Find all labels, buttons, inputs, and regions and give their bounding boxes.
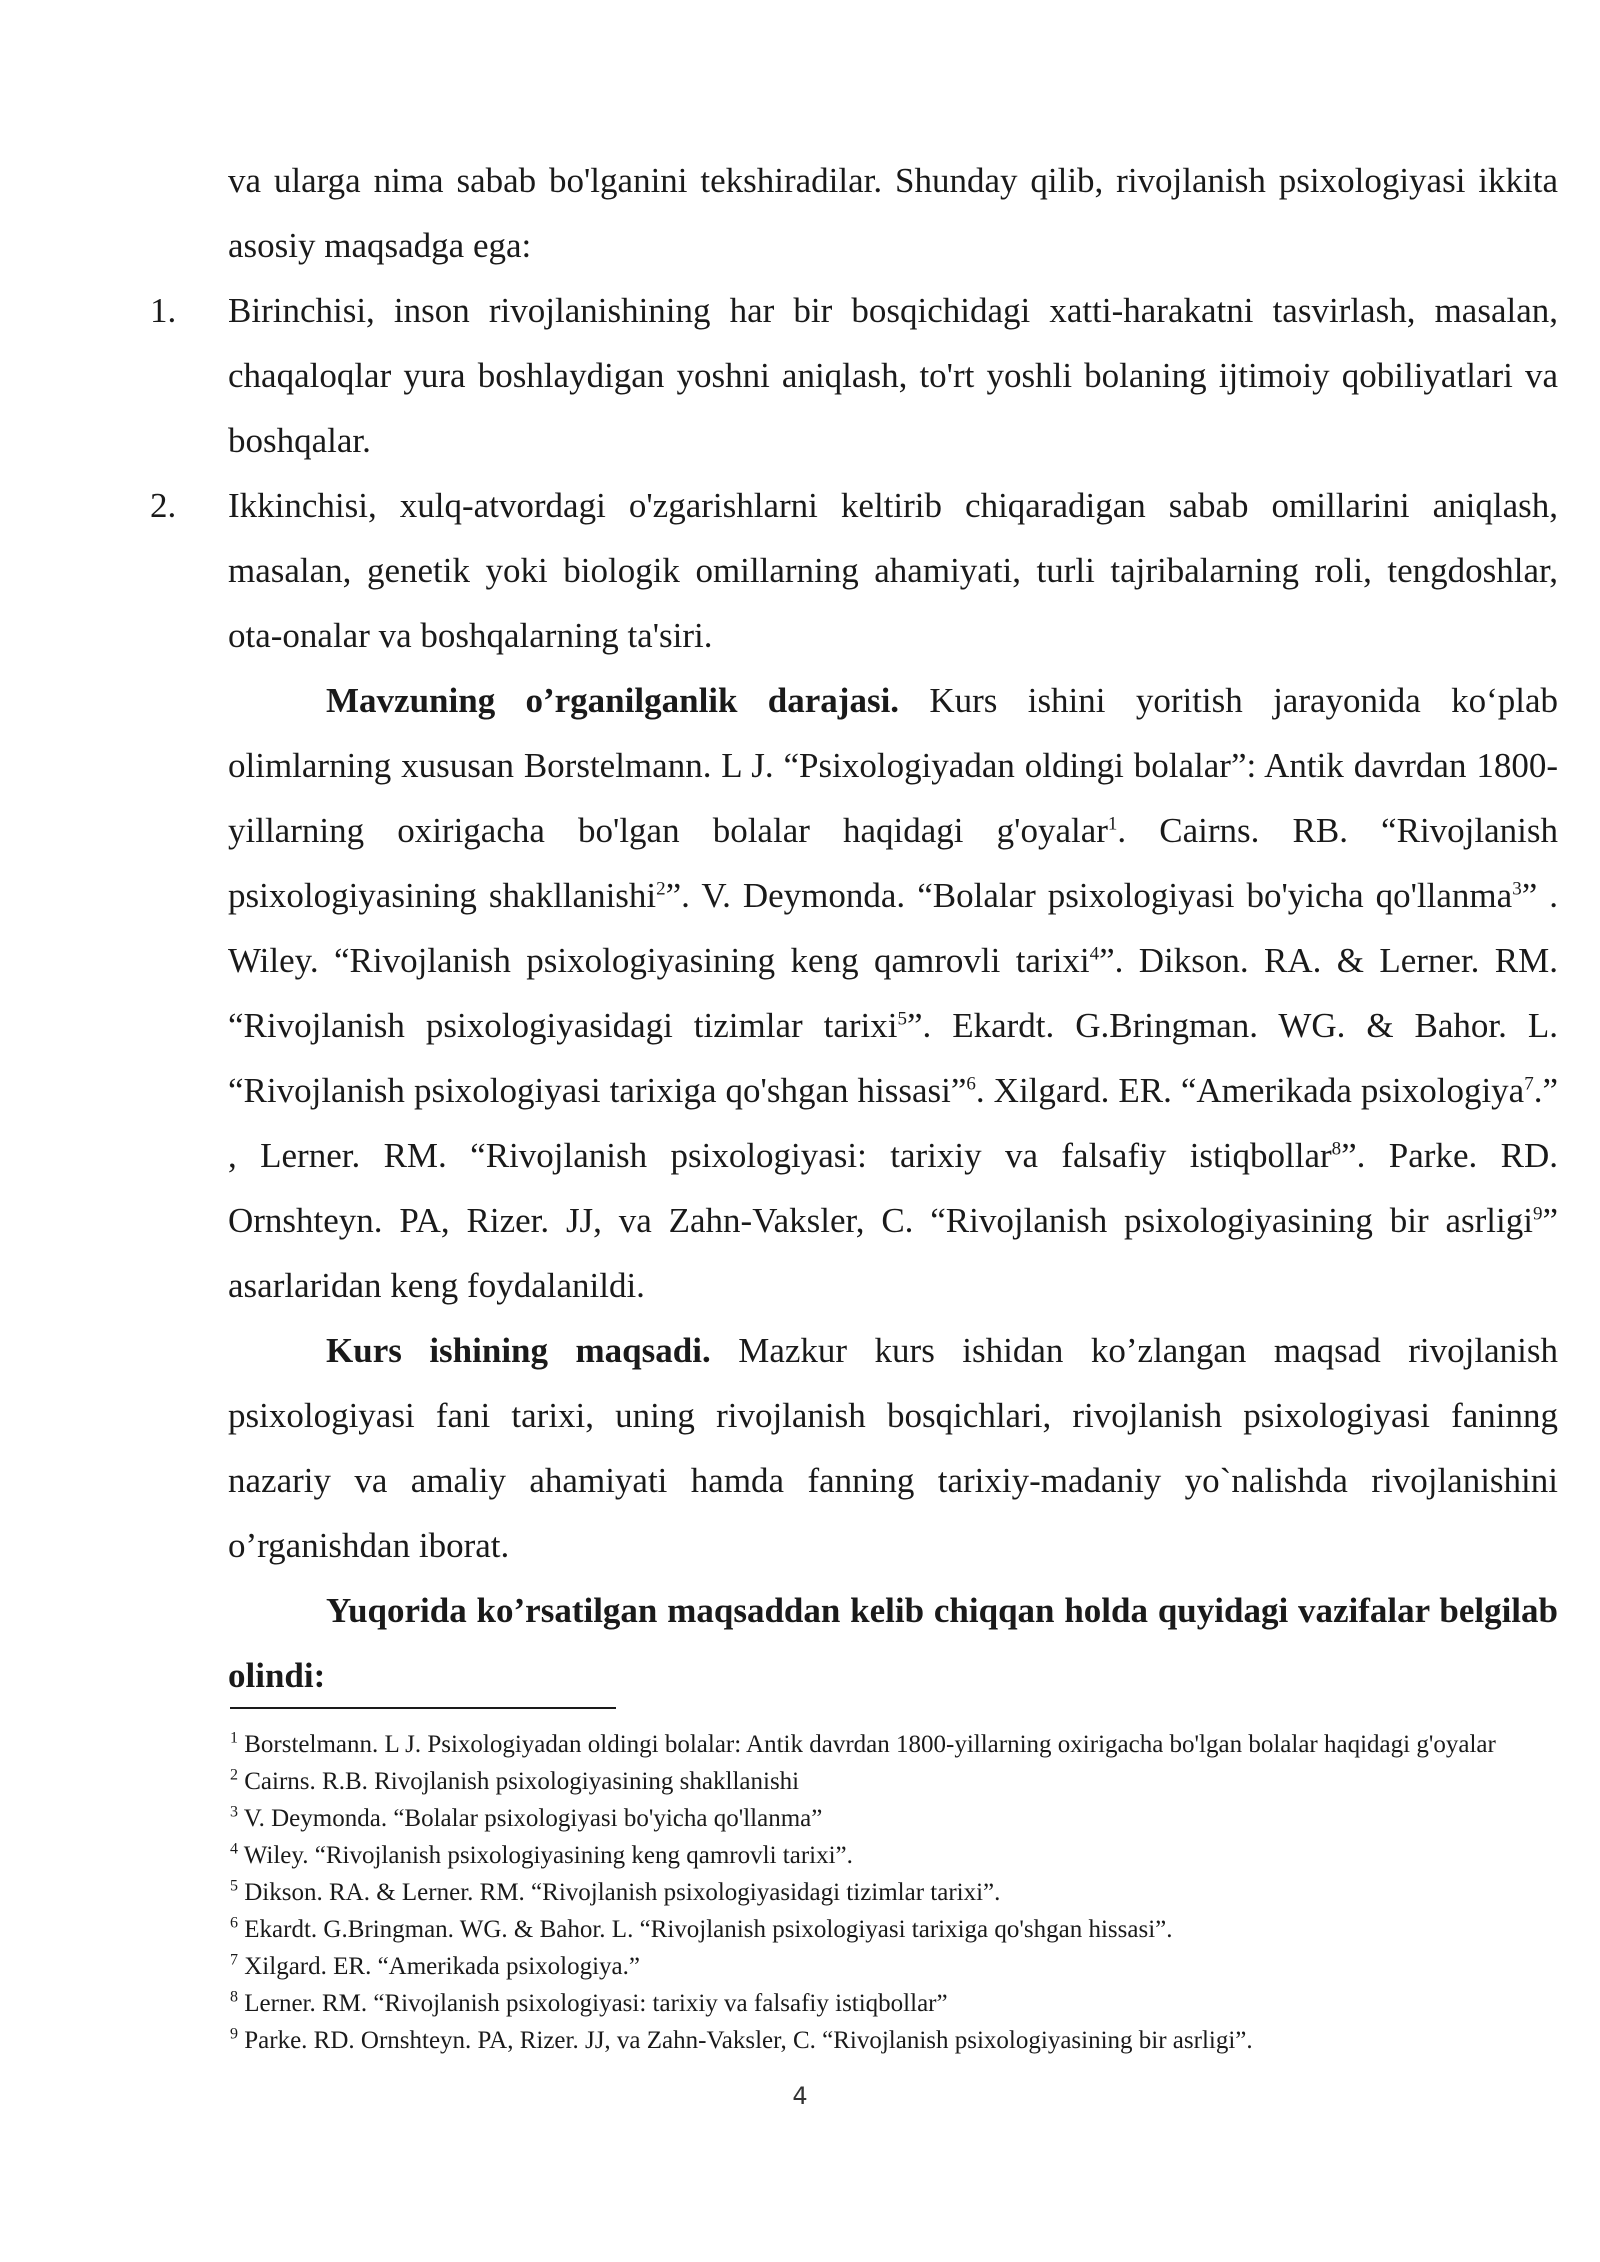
footnote <box>230 1800 1510 1837</box>
footnote <box>230 2022 1510 2059</box>
list-item-text: Ikkinchisi, xulq-atvordagi o'zgarishlarni keltirib chiqaradigan sabab omillarini aniqlash, masalan, genetik yoki biologik omillarning ahamiyati, turli tajribalarning roli, tengdoshlar, ota-onalar va boshqalarning ta'siri. <box>228 486 1558 655</box>
section-heading-tasks: Yuqorida ko’rsatilgan maqsaddan kelib chiqqan holda quyidagi vazifalar belgilab olindi: <box>228 1591 1558 1695</box>
footnote-text: Parke. RD. Ornshteyn. PA, Rizer. JJ, va Zahn-Vaksler, C. “Rivojlanish psixologiyasining bir asrligi”. <box>238 2027 1253 2054</box>
footnote <box>230 1837 1510 1874</box>
body-text <box>150 148 1559 1708</box>
paragraph-intro: va ularga nima sabab bo'lganini tekshiradilar. Shunday qilib, rivojlanish psixologiyasi ikkita asosiy maqsadga ega: <box>228 161 1558 265</box>
footnote-ref[interactable]: 8 <box>1331 1138 1342 1160</box>
list-item <box>150 473 1558 668</box>
list-item-number: 1. <box>150 291 177 330</box>
footnote <box>230 1763 1510 1800</box>
footnote-number: 3 <box>230 1803 238 1821</box>
footnote-number: 4 <box>230 1840 238 1858</box>
footnote-ref[interactable]: 9 <box>1532 1203 1543 1225</box>
section-heading-study-level: Mavzuning o’rganilganlik darajasi. <box>326 681 900 720</box>
footnote-text: Dikson. RA. & Lerner. RM. “Rivojlanish psixologiyasidagi tizimlar tarixi”. <box>238 1879 1001 1906</box>
footnote-number: 5 <box>230 1877 238 1895</box>
footnote <box>230 1911 1510 1948</box>
footnote-number: 8 <box>230 1988 238 2006</box>
footnote-text: Borstelmann. L J. Psixologiyadan oldingi bolalar: Antik davrdan 1800-yillarning oxirigacha bo'lgan bolalar haqidagi g'oyalar <box>238 1731 1496 1758</box>
footnote-ref[interactable]: 2 <box>656 878 666 900</box>
footnote <box>230 1985 1510 2022</box>
paragraph-goal: Kurs ishining maqsadi. Mazkur kurs ishidan ko’zlangan maqsad rivojlanish psixologiyasi fani tarixi, uning rivojlanish bosqichlari, rivojlanish psixologiyasi faninng nazariy va amaliy ahamiyati hamda fanning tarixiy-madaniy yo`nalishda rivojlanishini o’rganishdan iborat. <box>228 1331 1558 1565</box>
footnote-text: Cairns. R.B. Rivojlanish psixologiyasining shakllanishi <box>238 1768 800 1795</box>
list-item <box>150 278 1558 473</box>
footnote-text: Ekardt. G.Bringman. WG. & Bahor. L. “Rivojlanish psixologiyasi tarixiga qo'shgan hissasi”. <box>238 1916 1173 1943</box>
footnote-number: 6 <box>230 1914 238 1932</box>
footnote-ref[interactable]: 7 <box>1524 1073 1534 1095</box>
footnote-number: 2 <box>230 1766 238 1784</box>
footnote-text: Wiley. “Rivojlanish psixologiyasining keng qamrovli tarixi”. <box>238 1842 853 1869</box>
footnote-text: V. Deymonda. “Bolalar psixologiyasi bo'yicha qo'llanma” <box>238 1805 823 1832</box>
paragraph-tasks-heading <box>228 1578 1558 1708</box>
footnote-ref[interactable]: 4 <box>1089 943 1100 965</box>
footnote <box>230 1874 1510 1911</box>
goals-list <box>150 278 1558 668</box>
footnote-ref[interactable]: 3 <box>1512 878 1522 900</box>
footnote-text: Xilgard. ER. “Amerikada psixologiya.” <box>238 1953 640 1980</box>
footnote <box>230 1948 1510 1985</box>
footnote-number: 1 <box>230 1729 238 1747</box>
footnote-separator <box>230 1707 616 1709</box>
footnotes <box>230 1726 1510 2059</box>
page-number: 4 <box>792 2082 808 2110</box>
footnote <box>230 1726 1510 1763</box>
footnote-number: 9 <box>230 2025 238 2043</box>
footnote-number: 7 <box>230 1951 238 1969</box>
footnote-text: Lerner. RM. “Rivojlanish psixologiyasi: tarixiy va falsafiy istiqbollar” <box>238 1990 948 2017</box>
footnote-ref[interactable]: 5 <box>897 1008 907 1030</box>
footnote-ref[interactable]: 1 <box>1107 813 1118 835</box>
list-item-text: Birinchisi, inson rivojlanishining har bir bosqichidagi xatti-harakatni tasvirlash, masalan, chaqaloqlar yura boshlaydigan yoshni aniqlash, to'rt yoshli bolaning ijtimoiy qobiliyatlari va boshqalar. <box>228 291 1558 460</box>
list-item-number: 2. <box>150 486 177 525</box>
footnote-ref[interactable]: 6 <box>966 1073 976 1095</box>
paragraph-study-level: Mavzuning o’rganilganlik darajasi. Kurs ishini yoritish jarayonida ko‘plab olimlarning xususan Borstelmann. L J. “Psixologiyadan oldingi bolalar”: Antik davrdan 1800-yillarning oxirigacha bo'lgan bolalar haqidagi g'oyalar$^1$. Cairns. RB. “Rivojlanish psixologiyasining shakllanishi$^2$”. V. Deymonda. “Bolalar psixologiyasi bo'yicha qo'llanma$^3$” . Wiley. “Rivojlanish psixologiyasining keng qamrovli tarixi$^4$”. Dikson. RA. & Lerner. RM. “Rivojlanish psixologiyasidagi tizimlar tarixi$^5$”. Ekardt. G.Bringman. WG. & Bahor. L. “Rivojlanish psixologiyasi tarixiga qo'shgan hissasi”$^6$. Xilgard. ER. “Amerikada psixologiya$^7$.” , Lerner. RM. “Rivojlanish psixologiyasi: tarixiy va falsafiy istiqbollar$^8$”. Parke. RD. Ornshteyn. PA, Rizer. JJ, va Zahn-Vaksler, C. “Rivojlanish psixologiyasining bir asrligi$^9$” asarlaridan keng foydalanildi. <box>228 681 1559 1305</box>
section-heading-goal: Kurs ishining maqsadi. <box>326 1331 711 1370</box>
